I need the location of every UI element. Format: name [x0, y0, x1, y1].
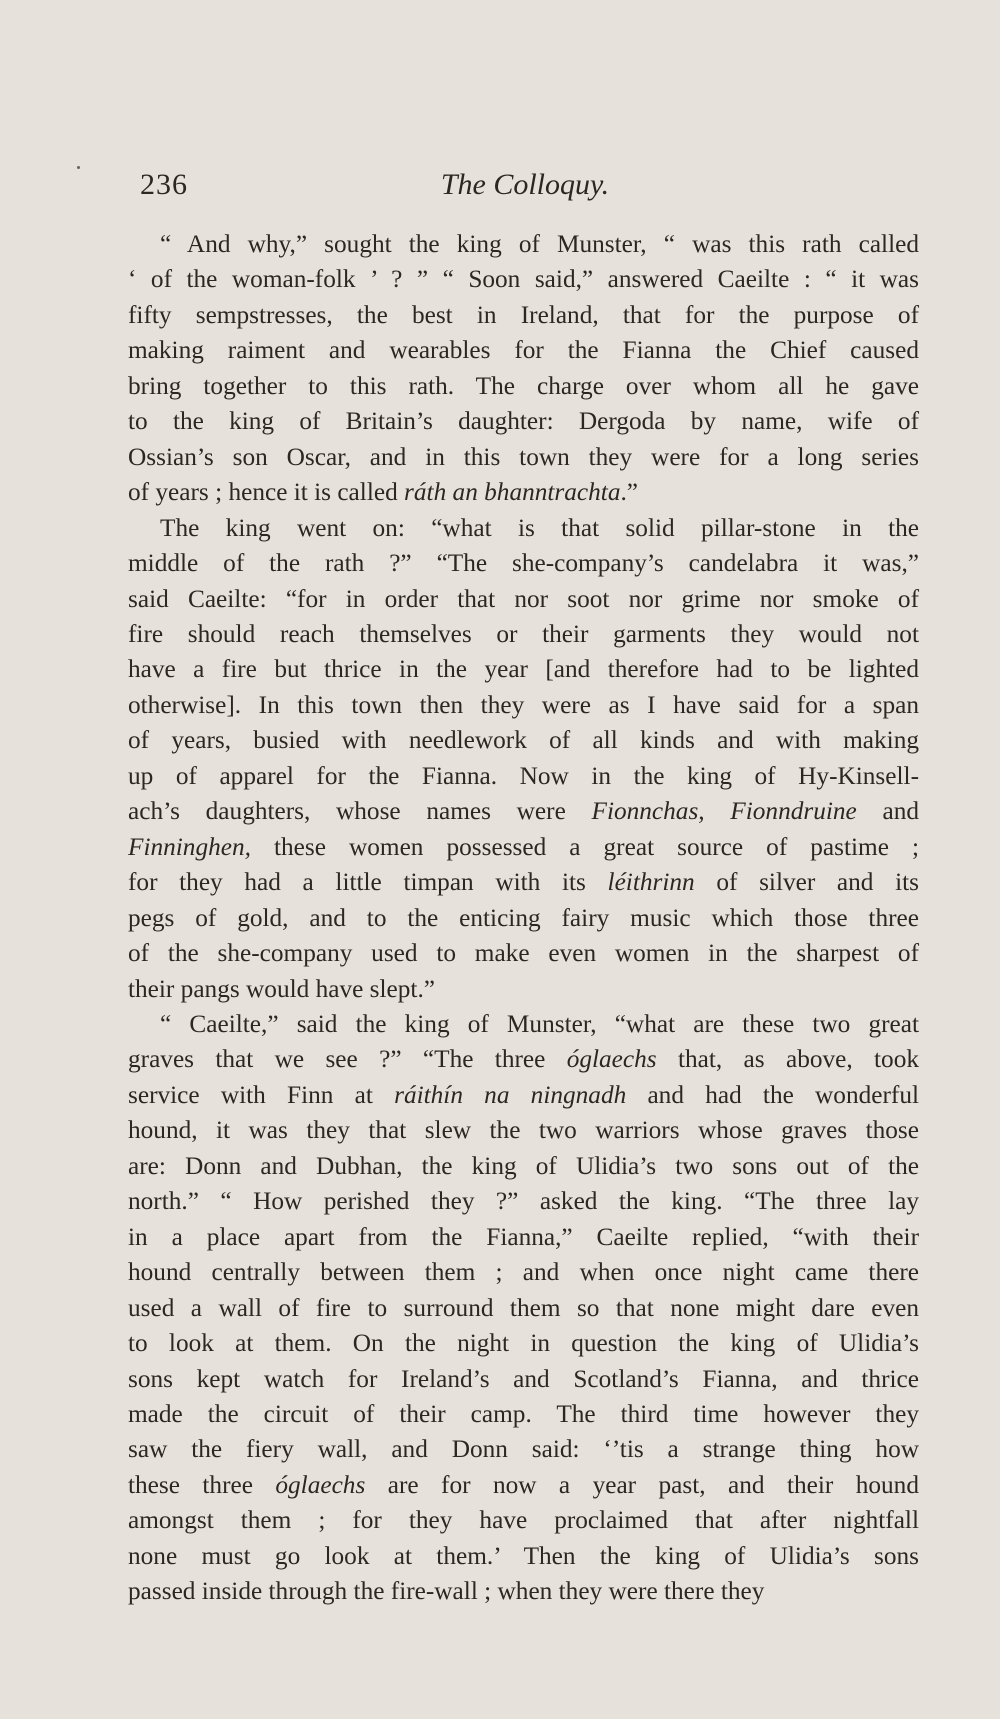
text-run: are: Donn and Dubhan, the king of Ulidia’s two sons out of the	[128, 1151, 919, 1180]
text-line	[128, 794, 919, 829]
text-line	[128, 1574, 919, 1609]
italic-term: ráth an bhanntrachta	[404, 478, 621, 507]
text-line	[128, 652, 919, 687]
text-line	[128, 440, 919, 475]
text-run: fifty sempstresses, the best in Ireland, that for the purpose of	[128, 300, 919, 329]
text-run: north.” “ How perished they ?” asked the king. “The three lay	[128, 1187, 919, 1216]
text-run: Ossian’s son Oscar, and in this town they were for a long series	[128, 442, 919, 471]
text-run: their pangs would have slept.”	[128, 974, 435, 1003]
text-run: to look at them. On the night in question the king of Ulidia’s	[128, 1329, 919, 1358]
text-line	[128, 688, 919, 723]
text-run: made the circuit of their camp. The third time however they	[128, 1399, 919, 1428]
italic-term: óglaechs	[275, 1470, 366, 1499]
text-run: saw the fiery wall, and Donn said: ‘’tis a strange thing how	[128, 1435, 919, 1464]
text-run: pegs of gold, and to the enticing fairy music which those three	[128, 903, 919, 932]
page-header	[140, 168, 910, 212]
text-run: “ And why,” sought the king of Munster, “ was this rath called	[160, 230, 919, 258]
text-run: otherwise]. In this town then they were as I have said for a span	[128, 690, 919, 719]
text-line	[128, 1149, 919, 1184]
text-line	[128, 1503, 919, 1538]
text-run: hound centrally between them ; and when once night came there	[128, 1258, 919, 1287]
italic-term: léithrinn	[607, 868, 695, 897]
text-run: passed inside through the fire-wall ; when they were there they	[128, 1577, 765, 1606]
paragraph	[128, 227, 919, 511]
text-run: none must go look at them.’ Then the king of Ulidia’s sons	[128, 1541, 919, 1570]
text-run: service with Finn at	[128, 1080, 395, 1109]
text-run: hound, it was they that slew the two warriors whose graves those	[128, 1116, 919, 1145]
text-run: and	[856, 797, 919, 826]
text-line	[128, 1432, 919, 1467]
text-run: graves that we see ?” “The three	[128, 1045, 567, 1074]
text-line	[128, 1362, 919, 1397]
text-line	[128, 546, 919, 581]
text-run: for they had a little timpan with its	[128, 868, 608, 897]
italic-term: ráithín na ningnadh	[394, 1080, 627, 1109]
text-line	[128, 1184, 919, 1219]
text-run: in a place apart from the Fianna,” Caeilte replied, “with their	[128, 1222, 919, 1251]
text-line	[128, 1291, 919, 1326]
text-run: middle of the rath ?” “The she-company’s candelabra it was,”	[128, 549, 919, 578]
text-line	[128, 723, 919, 758]
text-line	[128, 901, 919, 936]
text-line	[128, 1007, 919, 1042]
text-line	[128, 1078, 919, 1113]
text-run: of years, busied with needlework of all kinds and with making	[128, 726, 919, 755]
text-line	[128, 1113, 919, 1148]
text-line	[128, 475, 919, 510]
text-run: ‘ of the woman-folk ’ ? ” “ Soon said,” answered Caeilte : “ it was	[128, 265, 919, 294]
text-run: are for now a year past, and their hound	[365, 1470, 919, 1499]
text-line	[128, 1255, 919, 1290]
text-run: The king went on: “what is that solid pillar-stone in the	[160, 513, 919, 542]
italic-term: óglaechs	[566, 1045, 657, 1074]
text-line	[128, 1042, 919, 1077]
text-run: of years ; hence it is called	[128, 478, 405, 507]
paragraph	[128, 1007, 919, 1610]
text-run: said Caeilte: “for in order that nor soot nor grime nor smoke of	[128, 584, 919, 613]
text-line	[128, 972, 919, 1007]
text-line	[128, 936, 919, 971]
text-line	[128, 298, 919, 333]
page-number: 236	[140, 168, 188, 201]
text-run: sons kept watch for Ireland’s and Scotland’s Fianna, and thrice	[128, 1364, 919, 1393]
text-line	[128, 369, 919, 404]
text-line	[128, 1220, 919, 1255]
text-run: making raiment and wearables for the Fianna the Chief caused	[128, 336, 919, 365]
text-run: “ Caeilte,” said the king of Munster, “what are these two great	[160, 1009, 919, 1038]
text-run: that, as above, took	[656, 1045, 920, 1074]
text-run: fire should reach themselves or their garments they would not	[128, 619, 919, 648]
paper-speck	[77, 166, 80, 169]
italic-term: Fionnchas, Fionndruine	[591, 797, 857, 826]
text-line	[128, 404, 919, 439]
italic-term: Finninghen,	[128, 832, 251, 861]
text-line	[128, 1326, 919, 1361]
text-run: up of apparel for the Fianna. Now in the king of Hy-Kinsell-	[128, 761, 919, 790]
text-line	[128, 865, 919, 900]
text-run: have a fire but thrice in the year [and therefore had to be lighted	[128, 655, 919, 684]
text-run: of the she-company used to make even women in the sharpest of	[128, 939, 919, 968]
running-title: The Colloquy.	[440, 168, 610, 201]
text-line	[128, 1397, 919, 1432]
text-run: used a wall of fire to surround them so that none might dare even	[128, 1293, 919, 1322]
text-run: these three	[128, 1470, 276, 1499]
text-run: ach’s daughters, whose names were	[128, 797, 592, 826]
text-line	[128, 759, 919, 794]
text-run: of silver and its	[694, 868, 920, 897]
text-line	[128, 617, 919, 652]
text-run: amongst them ; for they have proclaimed that after nightfall	[128, 1506, 919, 1535]
text-line	[128, 1539, 919, 1574]
text-line	[128, 333, 919, 368]
text-run: .”	[620, 478, 639, 507]
text-line	[128, 227, 919, 262]
text-run: these women possessed a great source of pastime ;	[250, 832, 919, 861]
text-run: to the king of Britain’s daughter: Dergoda by name, wife of	[128, 407, 919, 436]
text-line	[128, 582, 919, 617]
body-text	[128, 227, 919, 1610]
text-line	[128, 830, 919, 865]
text-run: bring together to this rath. The charge over whom all he gave	[128, 371, 919, 400]
text-line	[128, 1468, 919, 1503]
text-run: and had the wonderful	[626, 1080, 919, 1109]
text-line	[128, 511, 919, 546]
text-line	[128, 262, 919, 297]
paragraph	[128, 511, 919, 1007]
